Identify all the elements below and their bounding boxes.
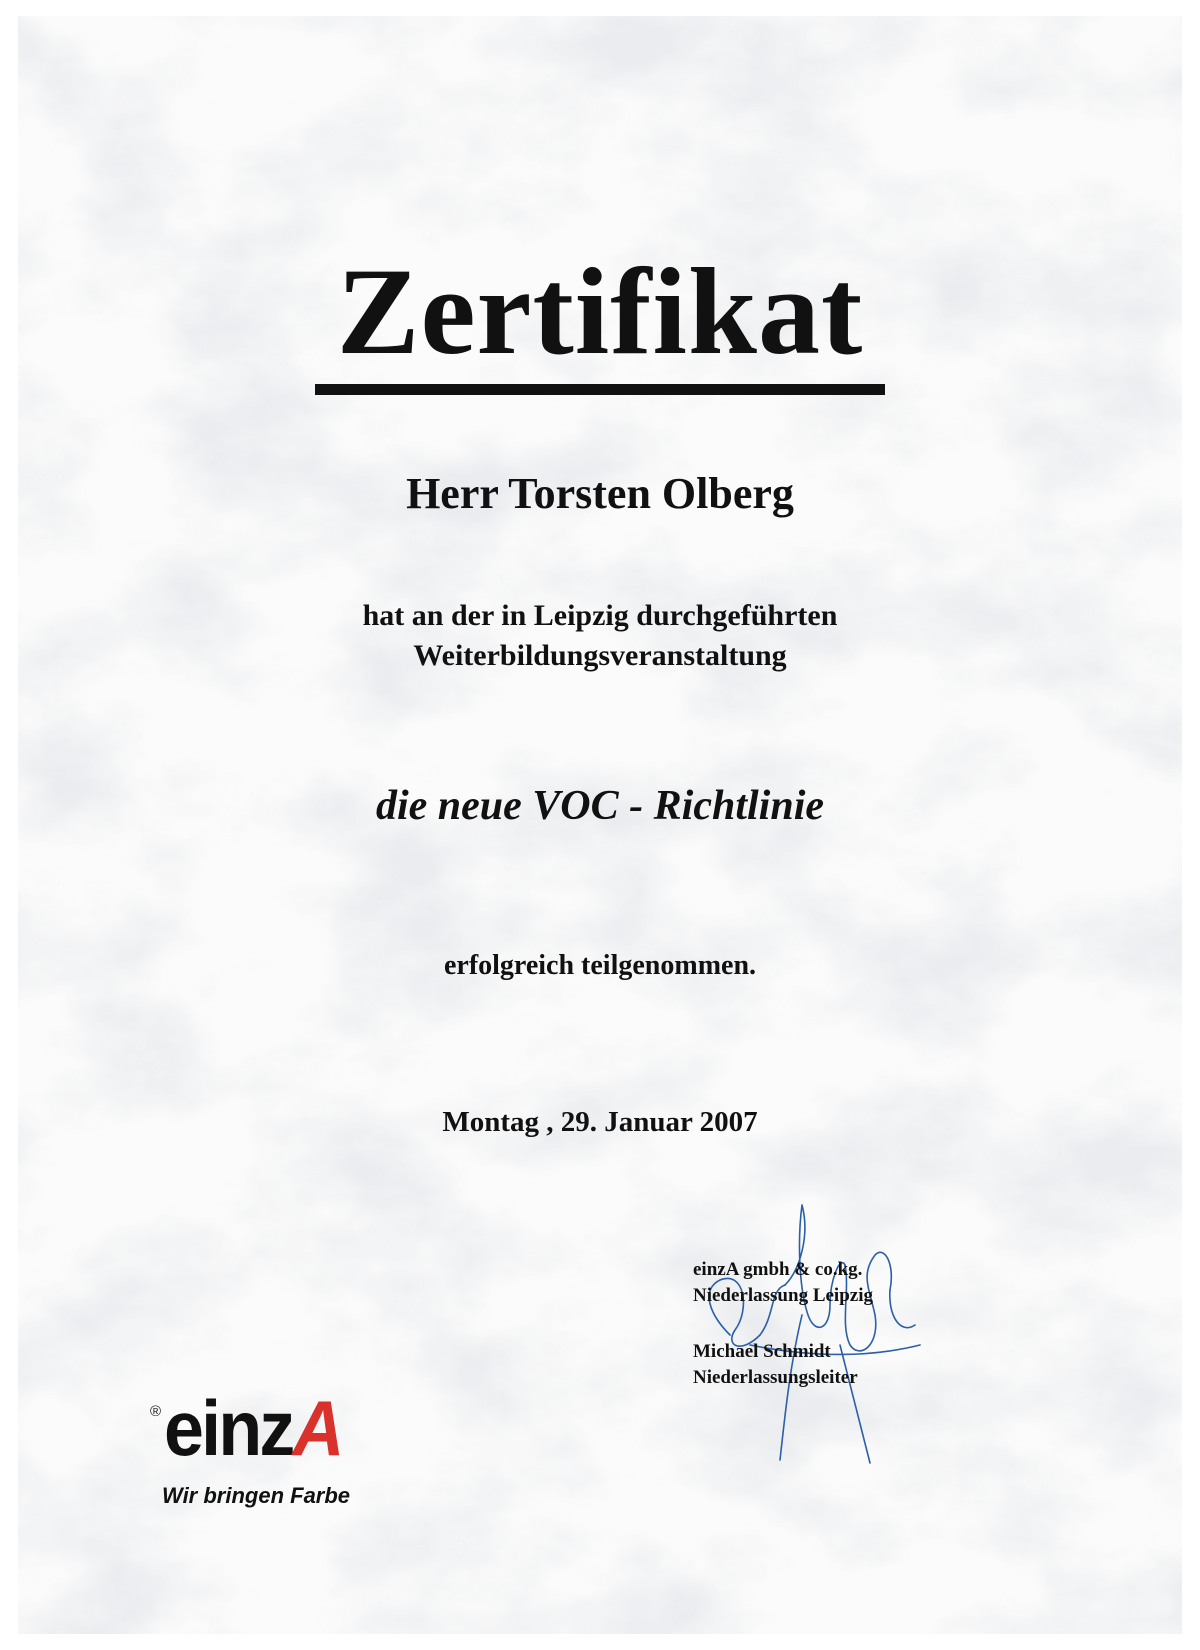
title-underline bbox=[315, 384, 885, 395]
logo-tagline: Wir bringen Farbe bbox=[162, 1483, 351, 1508]
intro-text bbox=[0, 596, 1200, 676]
course-title: die neue VOC - Richtlinie bbox=[375, 783, 824, 829]
einza-logo bbox=[150, 1384, 410, 1525]
signatory-name: Michael Schmidt bbox=[693, 1341, 831, 1362]
intro-line-2: Weiterbildungsveranstaltung bbox=[413, 639, 787, 672]
signatory-role: Niederlassungsleiter bbox=[693, 1367, 858, 1388]
registered-mark: ® bbox=[150, 1403, 162, 1420]
certificate-title: Zertifikat bbox=[336, 243, 864, 380]
logo-wordmark-accent: A bbox=[292, 1384, 342, 1472]
issuer-block bbox=[693, 1257, 873, 1391]
logo-wordmark-prefix: einz bbox=[164, 1384, 293, 1472]
certificate-date: Montag , 29. Januar 2007 bbox=[442, 1106, 758, 1138]
logo-wordmark bbox=[164, 1383, 342, 1474]
result-text: erfolgreich teilgenommen. bbox=[443, 950, 757, 981]
intro-line-1: hat an der in Leipzig durchgeführten bbox=[362, 599, 838, 632]
recipient-name: Herr Torsten Olberg bbox=[406, 469, 794, 518]
issuer-branch: Niederlassung Leipzig bbox=[693, 1285, 873, 1306]
issuer-company: einzA gmbh & co.kg. bbox=[693, 1259, 863, 1280]
